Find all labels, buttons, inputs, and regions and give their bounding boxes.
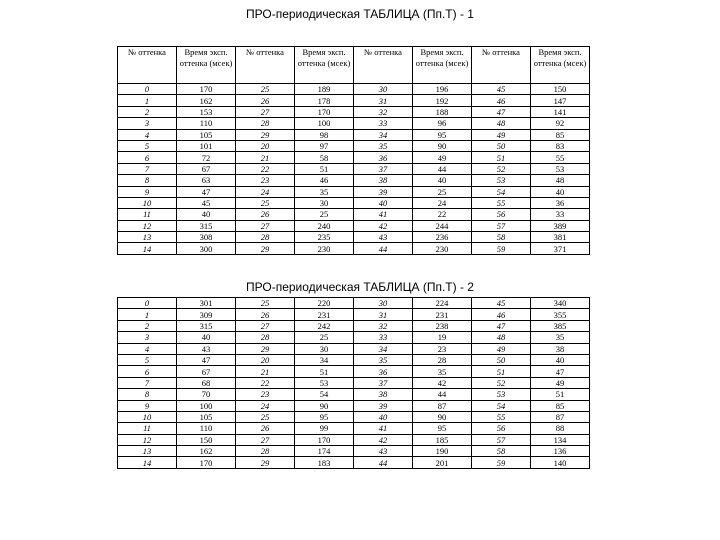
column-header-shade-number: № оттенка: [354, 47, 413, 84]
exposure-time-cell: 24: [413, 197, 472, 208]
exposure-time-cell: 235: [295, 232, 354, 243]
shade-number-cell: 26: [236, 309, 295, 320]
exposure-time-cell: 23: [413, 343, 472, 354]
exposure-time-cell: 63: [177, 175, 236, 186]
exposure-time-cell: 19: [413, 332, 472, 343]
exposure-time-cell: 201: [413, 457, 472, 468]
table-row: [118, 423, 590, 434]
exposure-time-cell: 40: [413, 175, 472, 186]
shade-number-cell: 2: [118, 320, 177, 331]
exposure-time-cell: 35: [413, 366, 472, 377]
shade-number-cell: 29: [236, 243, 295, 254]
exposure-time-cell: 355: [531, 309, 590, 320]
exposure-time-cell: 35: [531, 332, 590, 343]
shade-number-cell: 22: [236, 163, 295, 174]
exposure-time-cell: 51: [295, 163, 354, 174]
exposure-time-cell: 85: [531, 400, 590, 411]
shade-number-cell: 54: [472, 186, 531, 197]
shade-number-cell: 57: [472, 434, 531, 445]
exposure-time-cell: 51: [295, 366, 354, 377]
shade-number-cell: 53: [472, 175, 531, 186]
shade-number-cell: 3: [118, 332, 177, 343]
exposure-time-cell: 170: [295, 106, 354, 117]
exposure-time-cell: 170: [177, 84, 236, 95]
exposure-time-cell: 230: [295, 243, 354, 254]
shade-number-cell: 45: [472, 84, 531, 95]
exposure-time-cell: 49: [413, 152, 472, 163]
shade-number-cell: 14: [118, 457, 177, 468]
exposure-time-cell: 192: [413, 95, 472, 106]
exposure-time-cell: 190: [413, 446, 472, 457]
table-row: [118, 366, 590, 377]
shade-number-cell: 44: [354, 457, 413, 468]
column-header-shade-number: № оттенка: [472, 47, 531, 84]
exposure-time-cell: 90: [413, 411, 472, 422]
exposure-time-cell: 90: [295, 400, 354, 411]
shade-number-cell: 0: [118, 298, 177, 309]
shade-number-cell: 59: [472, 243, 531, 254]
exposure-time-cell: 240: [295, 220, 354, 231]
table-1: [117, 46, 590, 255]
exposure-time-cell: 95: [295, 411, 354, 422]
shade-number-cell: 35: [354, 354, 413, 365]
exposure-time-cell: 43: [177, 343, 236, 354]
shade-number-cell: 11: [118, 209, 177, 220]
shade-number-cell: 25: [236, 197, 295, 208]
column-header-exposure-time: Время эксп. оттенка (мсек): [295, 47, 354, 84]
shade-number-cell: 26: [236, 209, 295, 220]
column-header-shade-number: № оттенка: [118, 47, 177, 84]
shade-number-cell: 53: [472, 389, 531, 400]
exposure-time-cell: 381: [531, 232, 590, 243]
shade-number-cell: 6: [118, 152, 177, 163]
exposure-time-cell: 134: [531, 434, 590, 445]
table-1-body: [118, 84, 590, 255]
shade-number-cell: 52: [472, 163, 531, 174]
table-2: [117, 297, 590, 469]
shade-number-cell: 40: [354, 197, 413, 208]
shade-number-cell: 9: [118, 400, 177, 411]
table-row: [118, 175, 590, 186]
shade-number-cell: 56: [472, 209, 531, 220]
shade-number-cell: 39: [354, 400, 413, 411]
exposure-time-cell: 389: [531, 220, 590, 231]
shade-number-cell: 10: [118, 411, 177, 422]
exposure-time-cell: 87: [413, 400, 472, 411]
exposure-time-cell: 183: [295, 457, 354, 468]
shade-number-cell: 30: [354, 298, 413, 309]
exposure-time-cell: 40: [177, 209, 236, 220]
exposure-time-cell: 309: [177, 309, 236, 320]
table-row: [118, 220, 590, 231]
exposure-time-cell: 188: [413, 106, 472, 117]
exposure-time-cell: 87: [531, 411, 590, 422]
exposure-time-cell: 51: [531, 389, 590, 400]
exposure-time-cell: 40: [531, 186, 590, 197]
shade-number-cell: 28: [236, 332, 295, 343]
exposure-time-cell: 371: [531, 243, 590, 254]
exposure-time-cell: 385: [531, 320, 590, 331]
exposure-time-cell: 136: [531, 446, 590, 457]
exposure-time-cell: 300: [177, 243, 236, 254]
table-row: [118, 320, 590, 331]
exposure-time-cell: 70: [177, 389, 236, 400]
table-row: [118, 389, 590, 400]
exposure-time-cell: 68: [177, 377, 236, 388]
exposure-time-cell: 100: [295, 118, 354, 129]
shade-number-cell: 49: [472, 129, 531, 140]
exposure-time-cell: 220: [295, 298, 354, 309]
exposure-time-cell: 53: [295, 377, 354, 388]
shade-number-cell: 14: [118, 243, 177, 254]
exposure-time-cell: 98: [295, 129, 354, 140]
shade-number-cell: 41: [354, 423, 413, 434]
shade-number-cell: 33: [354, 118, 413, 129]
exposure-time-cell: 30: [295, 343, 354, 354]
table-row: [118, 209, 590, 220]
shade-number-cell: 45: [472, 298, 531, 309]
shade-number-cell: 28: [236, 232, 295, 243]
exposure-time-cell: 58: [295, 152, 354, 163]
shade-number-cell: 58: [472, 446, 531, 457]
shade-number-cell: 43: [354, 232, 413, 243]
shade-number-cell: 8: [118, 175, 177, 186]
exposure-time-cell: 105: [177, 129, 236, 140]
shade-number-cell: 2: [118, 106, 177, 117]
shade-number-cell: 27: [236, 106, 295, 117]
exposure-time-cell: 224: [413, 298, 472, 309]
shade-number-cell: 4: [118, 343, 177, 354]
table-row: [118, 400, 590, 411]
exposure-time-cell: 315: [177, 320, 236, 331]
shade-number-cell: 26: [236, 423, 295, 434]
exposure-time-cell: 189: [295, 84, 354, 95]
exposure-time-cell: 92: [531, 118, 590, 129]
exposure-time-cell: 88: [531, 423, 590, 434]
exposure-time-cell: 110: [177, 118, 236, 129]
exposure-time-cell: 35: [295, 186, 354, 197]
shade-number-cell: 20: [236, 354, 295, 365]
shade-number-cell: 55: [472, 197, 531, 208]
exposure-time-cell: 170: [295, 434, 354, 445]
table-row: [118, 186, 590, 197]
exposure-time-cell: 141: [531, 106, 590, 117]
column-header-shade-number: № оттенка: [236, 47, 295, 84]
exposure-time-cell: 147: [531, 95, 590, 106]
exposure-time-cell: 25: [295, 332, 354, 343]
shade-number-cell: 11: [118, 423, 177, 434]
exposure-time-cell: 83: [531, 140, 590, 151]
exposure-time-cell: 340: [531, 298, 590, 309]
shade-number-cell: 37: [354, 377, 413, 388]
shade-number-cell: 23: [236, 389, 295, 400]
shade-number-cell: 38: [354, 389, 413, 400]
shade-number-cell: 44: [354, 243, 413, 254]
table-row: [118, 95, 590, 106]
table-row: [118, 309, 590, 320]
exposure-time-cell: 55: [531, 152, 590, 163]
exposure-time-cell: 40: [531, 354, 590, 365]
table-row: [118, 298, 590, 309]
shade-number-cell: 50: [472, 354, 531, 365]
exposure-time-cell: 174: [295, 446, 354, 457]
exposure-time-cell: 150: [177, 434, 236, 445]
table-2-title: ПРО-периодическая ТАБЛИЦА (Пп.Т) - 2: [246, 280, 474, 294]
exposure-time-cell: 185: [413, 434, 472, 445]
exposure-time-cell: 53: [531, 163, 590, 174]
exposure-time-cell: 231: [413, 309, 472, 320]
shade-number-cell: 32: [354, 320, 413, 331]
table-row: [118, 354, 590, 365]
shade-number-cell: 48: [472, 118, 531, 129]
exposure-time-cell: 95: [413, 423, 472, 434]
exposure-time-cell: 22: [413, 209, 472, 220]
exposure-time-cell: 54: [295, 389, 354, 400]
shade-number-cell: 3: [118, 118, 177, 129]
exposure-time-cell: 25: [295, 209, 354, 220]
exposure-time-cell: 40: [177, 332, 236, 343]
exposure-time-cell: 231: [295, 309, 354, 320]
shade-number-cell: 29: [236, 457, 295, 468]
shade-number-cell: 42: [354, 434, 413, 445]
shade-number-cell: 47: [472, 320, 531, 331]
table-row: [118, 377, 590, 388]
shade-number-cell: 21: [236, 366, 295, 377]
exposure-time-cell: 47: [531, 366, 590, 377]
shade-number-cell: 12: [118, 434, 177, 445]
shade-number-cell: 40: [354, 411, 413, 422]
table-2-body: [118, 298, 590, 469]
shade-number-cell: 5: [118, 354, 177, 365]
table-header-row: [118, 47, 590, 84]
table-row: [118, 163, 590, 174]
shade-number-cell: 35: [354, 140, 413, 151]
shade-number-cell: 27: [236, 434, 295, 445]
exposure-time-cell: 28: [413, 354, 472, 365]
table-row: [118, 118, 590, 129]
exposure-time-cell: 140: [531, 457, 590, 468]
shade-number-cell: 1: [118, 95, 177, 106]
shade-number-cell: 24: [236, 400, 295, 411]
shade-number-cell: 47: [472, 106, 531, 117]
exposure-time-cell: 162: [177, 95, 236, 106]
shade-number-cell: 27: [236, 220, 295, 231]
exposure-time-cell: 72: [177, 152, 236, 163]
exposure-time-cell: 30: [295, 197, 354, 208]
exposure-time-cell: 25: [413, 186, 472, 197]
shade-number-cell: 8: [118, 389, 177, 400]
shade-number-cell: 38: [354, 175, 413, 186]
shade-number-cell: 56: [472, 423, 531, 434]
exposure-time-cell: 196: [413, 84, 472, 95]
shade-number-cell: 29: [236, 129, 295, 140]
table-row: [118, 411, 590, 422]
shade-number-cell: 7: [118, 377, 177, 388]
exposure-time-cell: 315: [177, 220, 236, 231]
shade-number-cell: 28: [236, 446, 295, 457]
exposure-time-cell: 46: [295, 175, 354, 186]
table-row: [118, 243, 590, 254]
table-row: [118, 457, 590, 468]
table-row: [118, 106, 590, 117]
shade-number-cell: 58: [472, 232, 531, 243]
shade-number-cell: 32: [354, 106, 413, 117]
shade-number-cell: 6: [118, 366, 177, 377]
table-row: [118, 140, 590, 151]
exposure-time-cell: 105: [177, 411, 236, 422]
exposure-time-cell: 150: [531, 84, 590, 95]
shade-number-cell: 5: [118, 140, 177, 151]
exposure-time-cell: 97: [295, 140, 354, 151]
shade-number-cell: 1: [118, 309, 177, 320]
column-header-exposure-time: Время эксп. оттенка (мсек): [531, 47, 590, 84]
exposure-time-cell: 44: [413, 389, 472, 400]
column-header-exposure-time: Время эксп. оттенка (мсек): [177, 47, 236, 84]
shade-number-cell: 55: [472, 411, 531, 422]
column-header-exposure-time: Время эксп. оттенка (мсек): [413, 47, 472, 84]
exposure-time-cell: 230: [413, 243, 472, 254]
shade-number-cell: 49: [472, 343, 531, 354]
shade-number-cell: 26: [236, 95, 295, 106]
shade-number-cell: 24: [236, 186, 295, 197]
shade-number-cell: 57: [472, 220, 531, 231]
shade-number-cell: 27: [236, 320, 295, 331]
shade-number-cell: 42: [354, 220, 413, 231]
shade-number-cell: 20: [236, 140, 295, 151]
exposure-time-cell: 47: [177, 354, 236, 365]
shade-number-cell: 0: [118, 84, 177, 95]
shade-number-cell: 23: [236, 175, 295, 186]
exposure-time-cell: 47: [177, 186, 236, 197]
table-row: [118, 343, 590, 354]
table-row: [118, 434, 590, 445]
shade-number-cell: 51: [472, 366, 531, 377]
table-1-title: ПРО-периодическая ТАБЛИЦА (Пп.Т) - 1: [246, 7, 474, 21]
shade-number-cell: 9: [118, 186, 177, 197]
shade-number-cell: 43: [354, 446, 413, 457]
exposure-time-cell: 48: [531, 175, 590, 186]
shade-number-cell: 13: [118, 446, 177, 457]
exposure-time-cell: 308: [177, 232, 236, 243]
shade-number-cell: 29: [236, 343, 295, 354]
table-row: [118, 152, 590, 163]
shade-number-cell: 36: [354, 366, 413, 377]
shade-number-cell: 48: [472, 332, 531, 343]
table-row: [118, 446, 590, 457]
shade-number-cell: 46: [472, 95, 531, 106]
shade-number-cell: 52: [472, 377, 531, 388]
exposure-time-cell: 45: [177, 197, 236, 208]
shade-number-cell: 39: [354, 186, 413, 197]
exposure-time-cell: 242: [295, 320, 354, 331]
exposure-time-cell: 170: [177, 457, 236, 468]
exposure-time-cell: 34: [295, 354, 354, 365]
exposure-time-cell: 90: [413, 140, 472, 151]
exposure-time-cell: 95: [413, 129, 472, 140]
shade-number-cell: 28: [236, 118, 295, 129]
shade-number-cell: 31: [354, 95, 413, 106]
shade-number-cell: 30: [354, 84, 413, 95]
exposure-time-cell: 38: [531, 343, 590, 354]
shade-number-cell: 51: [472, 152, 531, 163]
shade-number-cell: 13: [118, 232, 177, 243]
shade-number-cell: 46: [472, 309, 531, 320]
shade-number-cell: 41: [354, 209, 413, 220]
table-row: [118, 84, 590, 95]
table-row: [118, 129, 590, 140]
exposure-time-cell: 100: [177, 400, 236, 411]
exposure-time-cell: 162: [177, 446, 236, 457]
exposure-time-cell: 153: [177, 106, 236, 117]
shade-number-cell: 25: [236, 298, 295, 309]
shade-number-cell: 36: [354, 152, 413, 163]
shade-number-cell: 25: [236, 411, 295, 422]
exposure-time-cell: 236: [413, 232, 472, 243]
exposure-time-cell: 110: [177, 423, 236, 434]
exposure-time-cell: 85: [531, 129, 590, 140]
shade-number-cell: 34: [354, 343, 413, 354]
exposure-time-cell: 36: [531, 197, 590, 208]
exposure-time-cell: 44: [413, 163, 472, 174]
shade-number-cell: 25: [236, 84, 295, 95]
shade-number-cell: 59: [472, 457, 531, 468]
shade-number-cell: 21: [236, 152, 295, 163]
shade-number-cell: 37: [354, 163, 413, 174]
shade-number-cell: 31: [354, 309, 413, 320]
exposure-time-cell: 244: [413, 220, 472, 231]
shade-number-cell: 33: [354, 332, 413, 343]
table-row: [118, 197, 590, 208]
shade-number-cell: 54: [472, 400, 531, 411]
table-row: [118, 332, 590, 343]
shade-number-cell: 50: [472, 140, 531, 151]
exposure-time-cell: 99: [295, 423, 354, 434]
exposure-time-cell: 301: [177, 298, 236, 309]
shade-number-cell: 12: [118, 220, 177, 231]
exposure-time-cell: 42: [413, 377, 472, 388]
exposure-time-cell: 178: [295, 95, 354, 106]
exposure-time-cell: 49: [531, 377, 590, 388]
shade-number-cell: 34: [354, 129, 413, 140]
shade-number-cell: 10: [118, 197, 177, 208]
shade-number-cell: 22: [236, 377, 295, 388]
shade-number-cell: 7: [118, 163, 177, 174]
exposure-time-cell: 33: [531, 209, 590, 220]
table-row: [118, 232, 590, 243]
exposure-time-cell: 96: [413, 118, 472, 129]
exposure-time-cell: 67: [177, 366, 236, 377]
exposure-time-cell: 238: [413, 320, 472, 331]
exposure-time-cell: 101: [177, 140, 236, 151]
shade-number-cell: 4: [118, 129, 177, 140]
exposure-time-cell: 67: [177, 163, 236, 174]
